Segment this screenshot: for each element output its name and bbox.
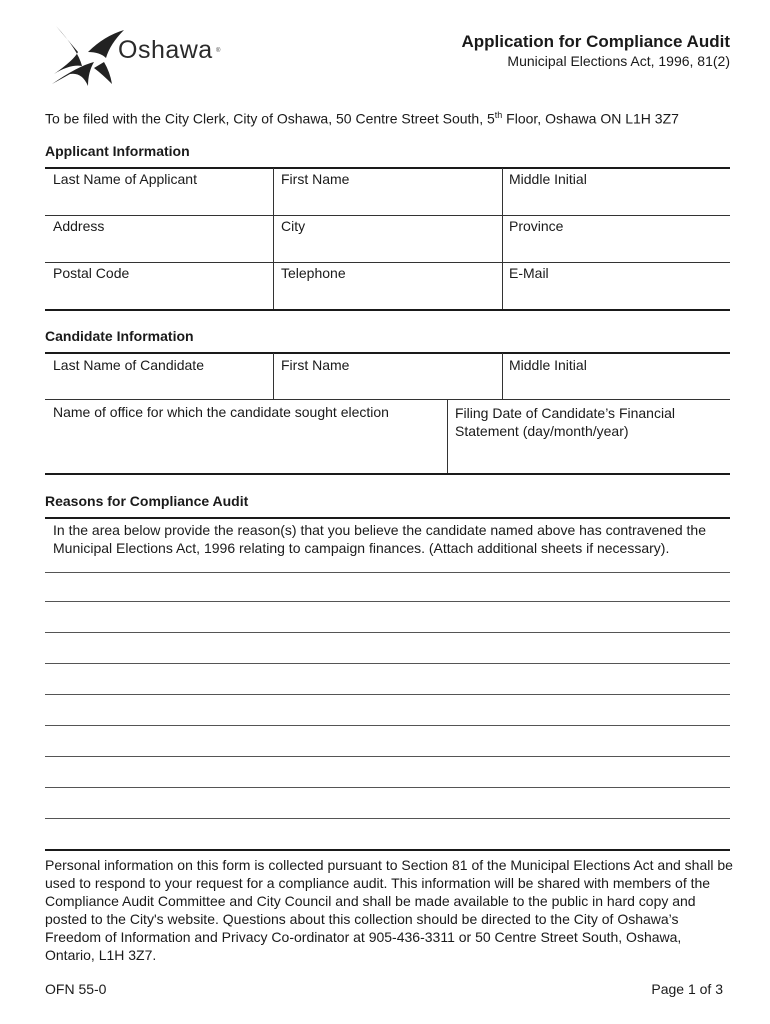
applicant-first-name-field[interactable]: First Name <box>281 171 350 187</box>
form-subtitle: Municipal Elections Act, 1996, 81(2) <box>507 53 730 69</box>
filing-instructions <box>45 110 679 127</box>
reasons-bottom-rule <box>45 849 730 851</box>
candidate-middle-initial-field[interactable]: Middle Initial <box>509 357 587 373</box>
applicant-address-field[interactable]: Address <box>53 218 105 234</box>
form-title: Application for Compliance Audit <box>461 32 730 51</box>
applicant-divider-1 <box>273 168 274 310</box>
reason-line[interactable] <box>45 694 730 695</box>
reason-line[interactable] <box>45 725 730 726</box>
applicant-top-rule <box>45 167 730 169</box>
candidate-last-name-field[interactable]: Last Name of Candidate <box>53 357 204 373</box>
reasons-heading: Reasons for Compliance Audit <box>45 493 249 509</box>
candidate-row-rule <box>45 399 730 400</box>
reasons-top-rule <box>45 517 730 519</box>
candidate-filing-date-field[interactable]: Filing Date of Candidate’s Financial Statement (day/month/year) <box>455 405 675 439</box>
reason-line[interactable] <box>45 663 730 664</box>
filing-text-before: To be filed with the City Clerk, City of Oshawa, 50 Centre Street South, 5 <box>45 110 495 127</box>
form-number: OFN 55-0 <box>45 981 107 997</box>
candidate-first-name-field[interactable]: First Name <box>281 357 350 373</box>
candidate-office-field[interactable]: Name of office for which the candidate sought election <box>53 404 389 420</box>
candidate-top-rule <box>45 352 730 354</box>
candidate-divider-2 <box>502 353 503 399</box>
candidate-heading: Candidate Information <box>45 328 194 344</box>
applicant-divider-2 <box>502 168 503 310</box>
applicant-row-rule-1 <box>45 215 730 216</box>
filing-text-after: Floor, Oshawa ON L1H 3Z7 <box>502 110 679 127</box>
reason-line[interactable] <box>45 572 730 573</box>
reason-line[interactable] <box>45 601 730 602</box>
logo-registered-mark: ® <box>216 48 221 54</box>
applicant-email-field[interactable]: E-Mail <box>509 265 549 281</box>
candidate-divider-3 <box>447 400 448 473</box>
applicant-bottom-rule <box>45 309 730 311</box>
reason-line[interactable] <box>45 818 730 819</box>
reason-line[interactable] <box>45 756 730 757</box>
candidate-divider-1 <box>273 353 274 399</box>
applicant-city-field[interactable]: City <box>281 218 306 234</box>
logo-text: Oshawa <box>118 36 213 64</box>
privacy-notice: Personal information on this form is collected pursuant to Section 81 of the Municipal Elections Act and shall be used to respond to your request for a compliance audit. This information will be shared with members of the Compliance Audit Committee and City Council and shall be made available to the public in hard copy and posted to the City's website. Questions about this collection should be directed to the City of Oshawa’s Freedom of Information and Privacy Co-ordinator at 905-436-3311 or 50 Centre Street South, Oshawa, Ontario, L1H 3Z7. <box>45 857 733 963</box>
applicant-row-rule-2 <box>45 262 730 263</box>
applicant-heading: Applicant Information <box>45 143 190 159</box>
reason-line[interactable] <box>45 787 730 788</box>
applicant-last-name-field[interactable]: Last Name of Applicant <box>53 171 197 187</box>
reasons-instructions: In the area below provide the reason(s) that you believe the candidate named above has contravened the Municipal Elections Act, 1996 relating to campaign finances. (Attach additional sheets if necessary). <box>53 522 706 556</box>
candidate-bottom-rule <box>45 473 730 475</box>
applicant-telephone-field[interactable]: Telephone <box>281 265 346 281</box>
reason-line[interactable] <box>45 632 730 633</box>
applicant-province-field[interactable]: Province <box>509 218 564 234</box>
page-number: Page 1 of 3 <box>651 981 723 997</box>
applicant-postal-code-field[interactable]: Postal Code <box>53 265 130 281</box>
applicant-middle-initial-field[interactable]: Middle Initial <box>509 171 587 187</box>
filing-floor-superscript: th <box>494 110 503 120</box>
